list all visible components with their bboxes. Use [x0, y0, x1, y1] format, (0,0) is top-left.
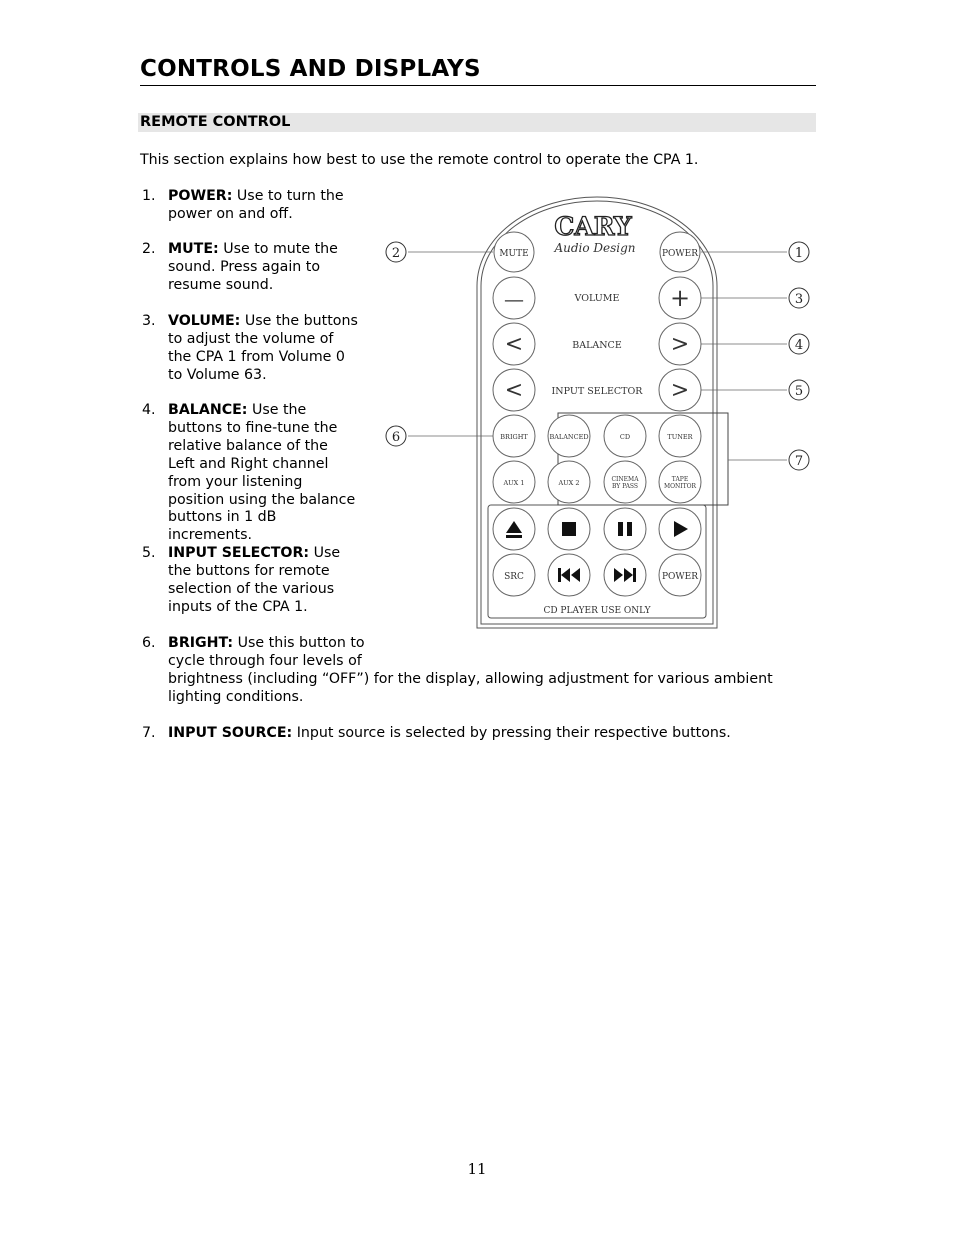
cd-player-use-only-label: CD PLAYER USE ONLY: [543, 606, 651, 616]
list-text: Use to turn the power on and off.: [168, 188, 344, 222]
power-label: POWER: [661, 249, 699, 259]
list-label: VOLUME:: [168, 313, 241, 329]
list-number: 7.: [142, 725, 156, 741]
page-number: 11: [467, 1160, 487, 1178]
list-number: 6.: [142, 635, 156, 651]
src-label: SRC: [504, 572, 524, 582]
list-text: cycle through four levels of: [168, 652, 362, 669]
list-number: 1.: [142, 188, 156, 204]
list-text: Input source is selected by pressing their respective buttons.: [296, 725, 731, 741]
chevron-right-icon: >: [670, 332, 690, 357]
page-title: CONTROLS AND DISPLAYS: [140, 56, 816, 86]
list-number: 4.: [142, 402, 156, 418]
callout-1-number: 1: [794, 246, 804, 261]
logo-sub: Audio Design: [554, 241, 636, 255]
balanced-label: BALANCED: [549, 433, 589, 441]
logo-main: CARY: [554, 212, 632, 241]
section-title: REMOTE CONTROL: [140, 114, 291, 130]
list-text: Use the buttons to adjust the volume of the CPA 1 from Volume 0 to Volume 63.: [168, 313, 358, 383]
minus-icon: —: [504, 287, 524, 311]
mute-label: MUTE: [499, 249, 529, 259]
chevron-right-icon: >: [670, 378, 690, 403]
tape-label: TAPE: [671, 476, 689, 483]
list-text: Use to mute the sound. Press again to resume sound.: [168, 241, 338, 293]
intro-paragraph: This section explains how best to use the remote control to operate the CPA 1.: [140, 152, 699, 168]
cd-power-label: POWER: [661, 572, 699, 582]
bypass-label: BY PASS: [611, 483, 639, 490]
list-text: Use the buttons to fine-tune the relative balance of the Left and Right channel from your listening position using the balance buttons in 1 dB increments.: [168, 402, 356, 544]
list-label: BRIGHT:: [168, 635, 234, 651]
balance-label: BALANCE: [572, 340, 622, 351]
monitor-label: MONITOR: [663, 483, 697, 490]
input-selector-label: INPUT SELECTOR: [551, 386, 643, 397]
tuner-label: TUNER: [667, 433, 693, 441]
stop-icon: [562, 522, 576, 536]
list-number: 5.: [142, 545, 156, 561]
chevron-left-icon: <: [504, 378, 524, 403]
list-label: INPUT SOURCE:: [168, 725, 293, 741]
volume-label: VOLUME: [574, 293, 620, 304]
cd-label: CD: [619, 433, 631, 441]
callout-3-number: 3: [794, 292, 804, 307]
callout-7-number: 7: [794, 454, 804, 469]
callout-2-number: 2: [391, 246, 401, 261]
aux2-label: AUX 2: [558, 479, 580, 487]
cinema-label: CINEMA: [611, 476, 639, 483]
list-text: Use this button to: [237, 635, 365, 651]
bright-label: BRIGHT: [500, 433, 528, 441]
callout-6-number: 6: [391, 430, 401, 445]
pause-button[interactable]: [604, 508, 646, 550]
cary-logo: [553, 212, 635, 255]
callout-4-number: 4: [794, 338, 804, 353]
list-label: MUTE:: [168, 241, 219, 257]
callout-5-number: 5: [794, 384, 804, 399]
plus-icon: +: [669, 284, 691, 312]
list-number: 2.: [142, 241, 156, 257]
remote-control-diagram: [383, 196, 813, 634]
list-number: 3.: [142, 313, 156, 329]
chevron-left-icon: <: [504, 332, 524, 357]
list-label: INPUT SELECTOR:: [168, 545, 310, 561]
list-text: Use the buttons for remote selection of the various inputs of the CPA 1.: [168, 545, 341, 615]
list-text: brightness (including “OFF”) for the display, allowing adjustment for various ambient lighting conditions.: [168, 670, 773, 705]
list-label: POWER:: [168, 188, 233, 204]
list-label: BALANCE:: [168, 402, 248, 418]
aux1-label: AUX 1: [503, 479, 525, 487]
